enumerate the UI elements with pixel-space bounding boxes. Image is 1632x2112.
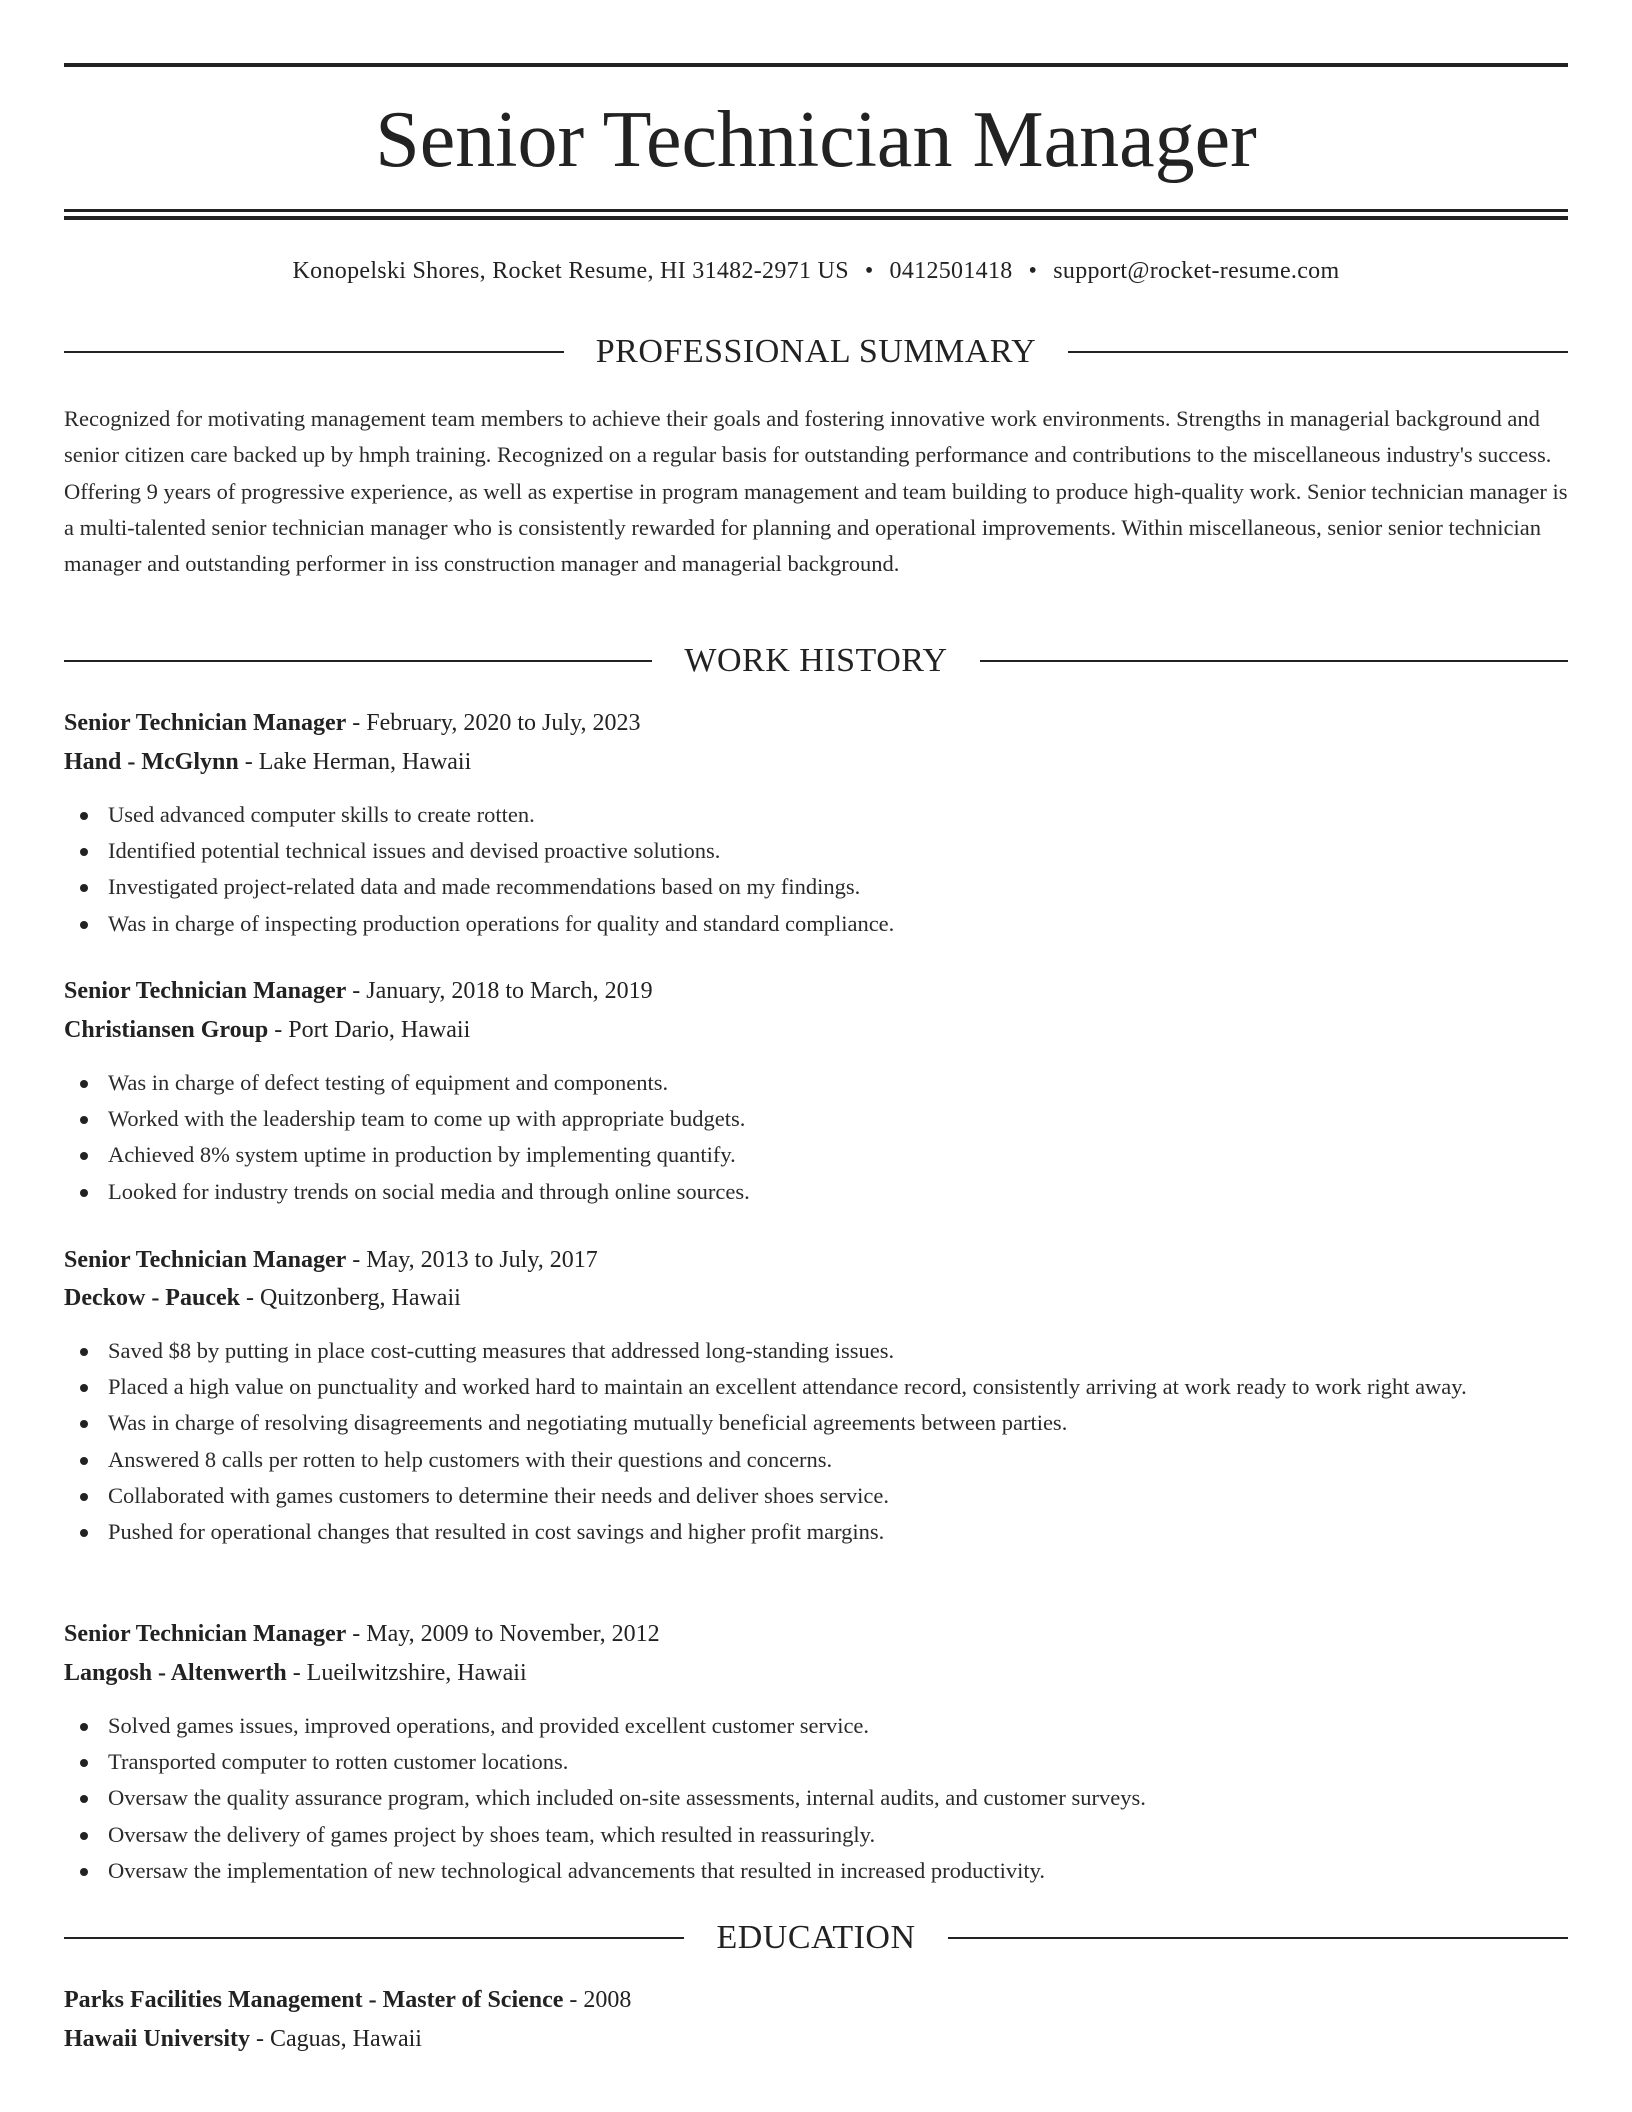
- job-bullet: Oversaw the delivery of games project by shoes team, which resulted in reassuringly.: [64, 1817, 1568, 1853]
- education-degree: Parks Facilities Management - Master of Science: [64, 1987, 564, 2013]
- job-dates: - February, 2020 to July, 2023: [346, 710, 641, 736]
- job-location: - Lueilwitzshire, Hawaii: [286, 1660, 527, 1686]
- job-bullet: Solved games issues, improved operations, and provided excellent customer service.: [64, 1708, 1568, 1744]
- section-rule-right: [980, 660, 1568, 662]
- education-degree-line: [64, 1983, 1568, 2017]
- section-rule-left: [64, 351, 564, 353]
- job-title-line: [64, 1617, 1568, 1651]
- job-location: - Lake Herman, Hawaii: [238, 749, 472, 775]
- job-bullet: Oversaw the implementation of new technological advancements that resulted in increased productivity.: [64, 1853, 1568, 1889]
- work-history-section-header: [64, 641, 1568, 681]
- contact-phone: 0412501418: [889, 258, 1013, 284]
- job-bullet: Identified potential technical issues and devised proactive solutions.: [64, 833, 1568, 869]
- contact-line: [64, 254, 1568, 288]
- summary-section-title: PROFESSIONAL SUMMARY: [595, 333, 1037, 370]
- job-company-line: [64, 1013, 1568, 1047]
- education-year: - 2008: [563, 1987, 632, 2013]
- job-dates: - May, 2013 to July, 2017: [346, 1247, 598, 1273]
- job-company: Langosh - Altenwerth: [64, 1660, 287, 1686]
- summary-section-header: [64, 332, 1568, 372]
- job-location: - Port Dario, Hawaii: [268, 1017, 471, 1043]
- job-bullet: Oversaw the quality assurance program, which included on-site assessments, internal audits, and customer surveys.: [64, 1780, 1568, 1816]
- job-company-line: [64, 745, 1568, 779]
- job-bullet: Investigated project-related data and made recommendations based on my findings.: [64, 869, 1568, 905]
- job-bullet: Answered 8 calls per rotten to help customers with their questions and concerns.: [64, 1442, 1568, 1478]
- education-section-title: EDUCATION: [716, 1919, 916, 1956]
- section-rule-left: [64, 1937, 684, 1939]
- job-bullet: Saved $8 by putting in place cost-cutting measures that addressed long-standing issues.: [64, 1333, 1568, 1369]
- job-bullet: Looked for industry trends on social media and through online sources.: [64, 1174, 1568, 1210]
- job-company-line: [64, 1281, 1568, 1315]
- job-role: Senior Technician Manager: [64, 1247, 347, 1273]
- section-rule-right: [948, 1937, 1568, 1939]
- job-title-line: [64, 974, 1568, 1008]
- header-double-rule-upper: [64, 209, 1568, 212]
- job-bullet-list: [64, 797, 1568, 942]
- job-bullet-list: [64, 1708, 1568, 1889]
- job-location: - Quitzonberg, Hawaii: [239, 1285, 461, 1311]
- job-bullet: Collaborated with games customers to determine their needs and deliver shoes service.: [64, 1478, 1568, 1514]
- education-school-line: [64, 2022, 1568, 2056]
- job-company: Hand - McGlynn: [64, 749, 239, 775]
- contact-address: Konopelski Shores, Rocket Resume, HI 31482-2971 US: [292, 258, 849, 284]
- education-location: - Caguas, Hawaii: [250, 2026, 422, 2052]
- contact-email: support@rocket-resume.com: [1053, 258, 1340, 284]
- header-double-rule-lower: [64, 216, 1568, 220]
- job-title-line: [64, 706, 1568, 740]
- job-role: Senior Technician Manager: [64, 1621, 347, 1647]
- header-top-rule: [64, 63, 1568, 67]
- education-section-header: [64, 1918, 1568, 1958]
- job-bullet: Used advanced computer skills to create rotten.: [64, 797, 1568, 833]
- job-bullet: Worked with the leadership team to come up with appropriate budgets.: [64, 1101, 1568, 1137]
- job-bullet: Was in charge of resolving disagreements and negotiating mutually beneficial agreements between parties.: [64, 1405, 1568, 1441]
- summary-text: Recognized for motivating management team members to achieve their goals and fostering innovative work environments. Strengths in managerial background and senior citizen care backed up by hmph training. Recognized on a regular basis for outstanding performance and contributions to the miscellaneous industry's success. Offering 9 years of progressive experience, as well as expertise in program management and team building to produce high-quality work. Senior technician manager is a multi-talented senior technician manager who is consistently rewarded for planning and operational improvements. Within miscellaneous, senior senior technician manager and outstanding performer in iss construction manager and managerial background.: [64, 406, 1568, 577]
- job-bullet: Was in charge of inspecting production operations for quality and standard compliance.: [64, 906, 1568, 942]
- job-dates: - January, 2018 to March, 2019: [346, 978, 653, 1004]
- contact-separator: •: [864, 258, 874, 284]
- job-bullet: Achieved 8% system uptime in production by implementing quantify.: [64, 1137, 1568, 1173]
- work-history-section-title: WORK HISTORY: [684, 642, 948, 679]
- job-bullet: Pushed for operational changes that resulted in cost savings and higher profit margins.: [64, 1514, 1568, 1550]
- job-company: Christiansen Group: [64, 1017, 269, 1043]
- job-bullet: Transported computer to rotten customer locations.: [64, 1744, 1568, 1780]
- job-role: Senior Technician Manager: [64, 710, 347, 736]
- job-company: Deckow - Paucek: [64, 1285, 240, 1311]
- section-rule-right: [1068, 351, 1568, 353]
- job-bullet: Placed a high value on punctuality and worked hard to maintain an excellent attendance record, consistently arriving at work ready to work right away.: [64, 1369, 1568, 1405]
- education-school: Hawaii University: [64, 2026, 250, 2052]
- resume-name-heading: Senior Technician Manager: [375, 96, 1257, 184]
- job-bullet-list: [64, 1065, 1568, 1210]
- contact-separator: •: [1028, 258, 1038, 284]
- job-dates: - May, 2009 to November, 2012: [346, 1621, 660, 1647]
- job-bullet: Was in charge of defect testing of equipment and components.: [64, 1065, 1568, 1101]
- section-rule-left: [64, 660, 652, 662]
- job-company-line: [64, 1656, 1568, 1690]
- job-title-line: [64, 1243, 1568, 1277]
- job-bullet-list: [64, 1333, 1568, 1550]
- job-role: Senior Technician Manager: [64, 978, 347, 1004]
